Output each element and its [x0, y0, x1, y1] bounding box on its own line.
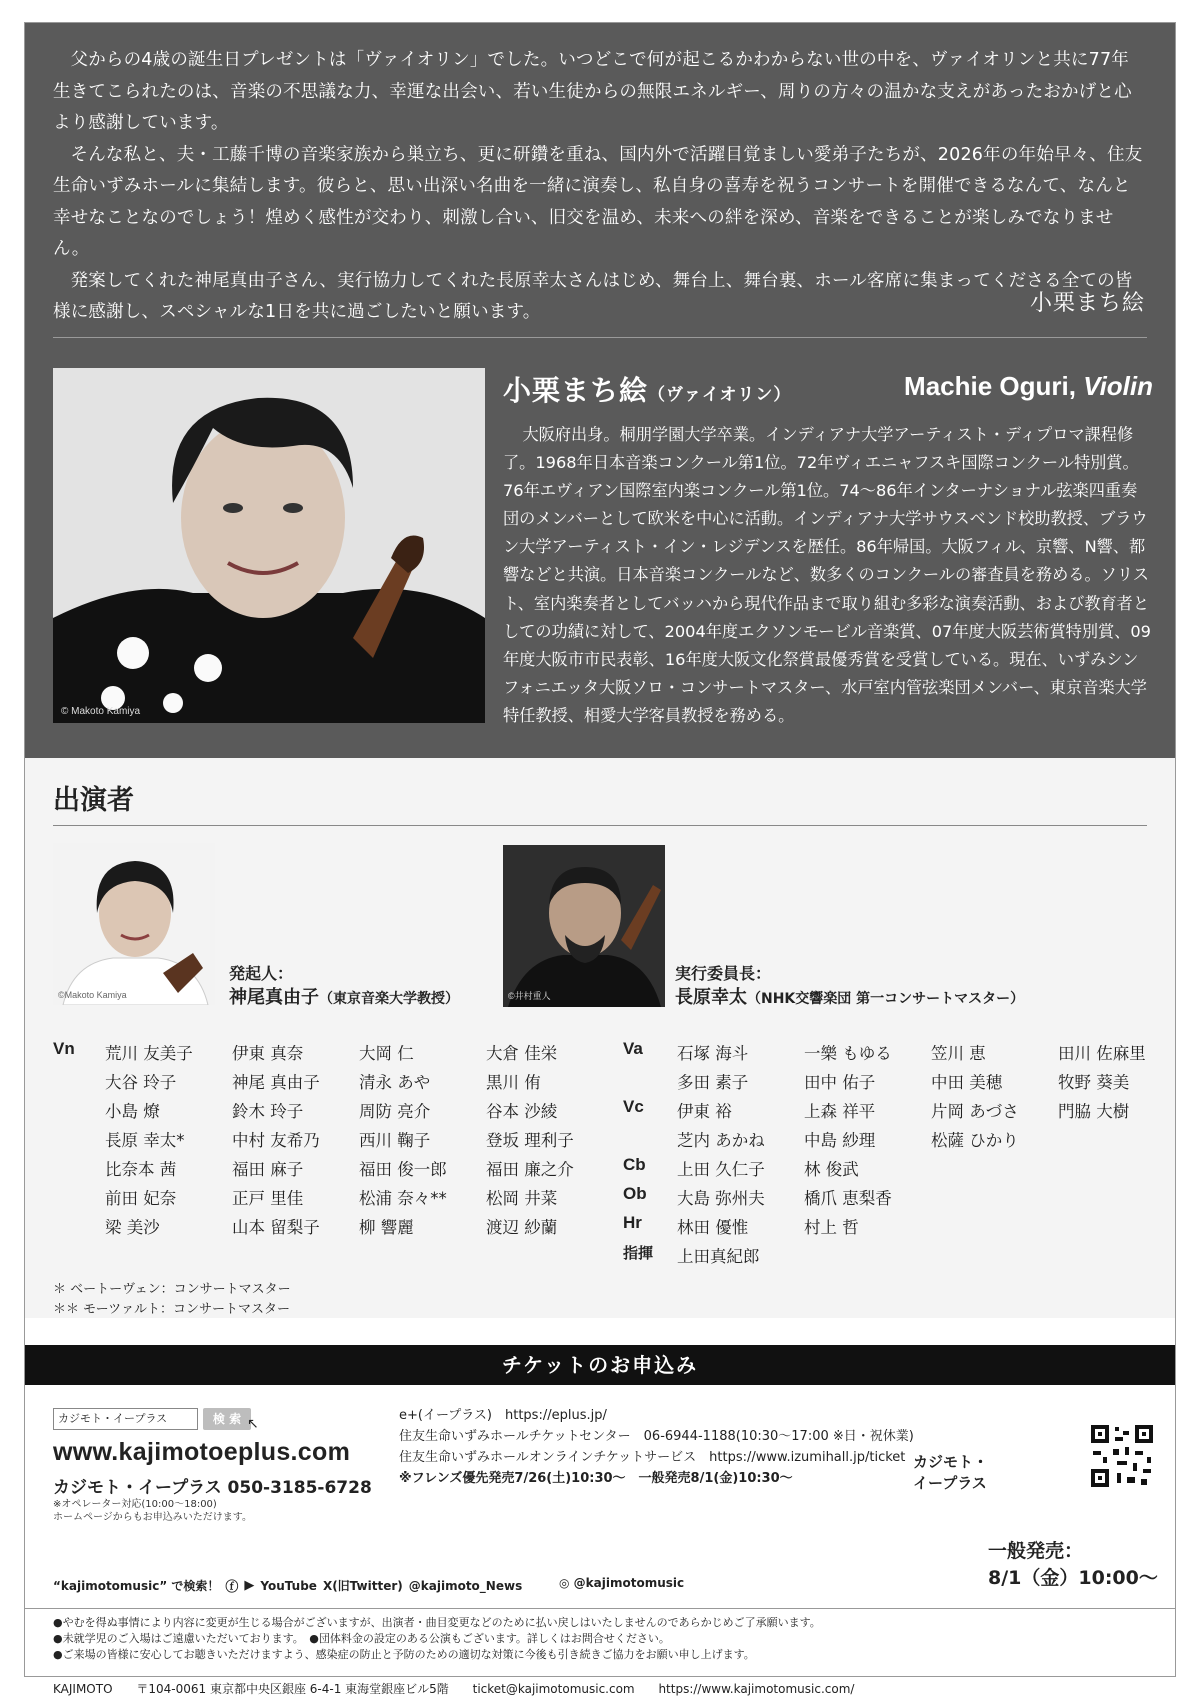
qr-code-icon[interactable] — [1087, 1421, 1157, 1491]
performer-name: 長原 幸太* — [105, 1131, 185, 1150]
cast-background — [25, 758, 1175, 1318]
performer-name: 大谷 玲子 — [105, 1073, 177, 1092]
outlet-eplus: e+(イープラス) https://eplus.jp/ — [399, 1408, 607, 1423]
performer-name: 多田 素子 — [677, 1073, 749, 1092]
initiator-affiliation: （東京音楽大学教授） — [319, 991, 459, 1007]
performer-name: 大岡 仁 — [359, 1044, 414, 1063]
performer-name: 鈴木 玲子 — [232, 1102, 304, 1121]
chair-name: 長原幸太 — [675, 987, 747, 1008]
instrument-label-cb: Cb — [623, 1155, 646, 1174]
photo-credit: ©井村重人 — [508, 991, 551, 1001]
youtube-icon[interactable]: ▶ — [244, 1578, 255, 1593]
caveats — [53, 1615, 821, 1663]
qr-label — [913, 1452, 988, 1494]
caveat-item: ●やむを得ぬ事情により内容に変更が生じる場合がございますが、出演者・曲目変更などのために払い戻しはいたしませんのであらかじめご了承願います。 — [53, 1616, 821, 1629]
performer-name: 笠川 恵 — [931, 1044, 986, 1063]
operator-note — [53, 1498, 252, 1524]
performer-name: 上森 祥平 — [804, 1102, 876, 1121]
performer-name: 荒川 友美子 — [105, 1044, 193, 1063]
performer-name: 神尾 真由子 — [232, 1073, 320, 1092]
performer-name: 黒川 侑 — [486, 1073, 541, 1092]
chair-illustration — [503, 845, 665, 1007]
footnote: ＊ ベートーヴェン：コンサートマスター — [53, 1282, 291, 1297]
performer-name: 中田 美穂 — [931, 1073, 1003, 1092]
instrument-label-hr: Hr — [623, 1213, 642, 1232]
online-note: ホームページからもお申込みいただけます。 — [53, 1512, 252, 1523]
social-lead: “kajimotomusic” で検索！ — [53, 1579, 220, 1593]
portrait-illustration — [53, 368, 485, 723]
performer-name: 伊東 裕 — [677, 1102, 732, 1121]
instrument-label-va: Va — [623, 1039, 643, 1058]
chair-photo — [503, 845, 665, 1007]
footer-company: KAJIMOTO — [53, 1682, 113, 1696]
performer-name: 田中 佑子 — [804, 1073, 876, 1092]
performer-name: 中島 紗理 — [804, 1131, 876, 1150]
performer-name: 松薩 ひかり — [931, 1131, 1019, 1150]
qr-code-graphic — [1087, 1421, 1157, 1491]
footnote: ＊＊ モーツァルト：コンサートマスター — [53, 1302, 290, 1317]
performer-name: 山本 留梨子 — [232, 1218, 320, 1237]
footer-email-link[interactable]: ticket@kajimotomusic.com — [472, 1682, 635, 1696]
youtube-label[interactable]: YouTube — [260, 1578, 317, 1593]
message-paragraph: 発案してくれた神尾真由子さん、実行協力してくれた長原幸太さんはじめ、舞台上、舞台裏、ホール客席に集まってくださる全ての皆様に感謝し、スペシャルな1日を共に過ごしたいと願います。 — [53, 270, 1133, 322]
divider — [25, 1608, 1175, 1609]
instagram-link[interactable] — [559, 1576, 684, 1590]
initiator-photo — [53, 843, 215, 1005]
performer-name: 中村 友希乃 — [232, 1131, 320, 1150]
caveat-item: ●ご来場の皆様に安心してお聴きいただけますよう、感染症の防止と予防のための適切な対策に今後も引き続きご協力をお願い申し上げます。 — [53, 1648, 755, 1661]
performer-name: 柳 響麗 — [359, 1218, 414, 1237]
performer-name: 石塚 海斗 — [677, 1044, 749, 1063]
initiator-illustration — [53, 843, 215, 1005]
performer-name: 村上 哲 — [804, 1218, 859, 1237]
performer-name: 福田 麻子 — [232, 1160, 304, 1179]
performer-name: 松岡 井菜 — [486, 1189, 558, 1208]
performer-name: 大島 弥州夫 — [677, 1189, 765, 1208]
performer-name: 正戸 里佳 — [232, 1189, 304, 1208]
photo-credit: © Makoto Kamiya — [61, 706, 141, 717]
performer-name: 芝内 あかね — [677, 1131, 765, 1150]
presale-info: ※フレンズ優先発売7/26(土)10:30〜 一般発売8/1(金)10:30〜 — [399, 1471, 793, 1486]
message-paragraph: そんな私と、夫・工藤千博の音楽家族から巣立ち、更に研鑽を重ね、国内外で活躍目覚ましい愛弟子たちが、2026年の年始早々、住友生命いずみホールに集結します。彼らと、思い出深い名曲を一緒に演奏し、私自身の喜寿を祝うコンサートを開催できるなんて、なんと幸せなことなのでしょう！煌めく感性が交わり、刺激し合い、旧交を温め、未来への絆を深め、音楽をできることが楽しみでなりません。 — [53, 144, 1143, 259]
chair-credit — [675, 962, 1024, 1011]
performer-name: 西川 鞠子 — [359, 1131, 431, 1150]
release-date: 8/1（金）10:00〜 — [988, 1567, 1158, 1589]
qr-label-line: カジモト・ — [913, 1453, 989, 1471]
performer-name: 梁 美沙 — [105, 1218, 160, 1237]
ticket-section-title: チケットのお申込み — [25, 1345, 1175, 1385]
message-paragraph: 父からの4歳の誕生日プレゼントは「ヴァイオリン」でした。いつどこで何が起こるかわからない世の中を、ヴァイオリンと共に77年生きてこられたのは、音楽の不思議な力、幸運な出会い、若い生徒からの無限エネルギー、周りの方々の温かな支えがあったおかげと心より感謝しています。 — [53, 50, 1132, 133]
caveat-item: ●未就学児のご入場はご遠慮いただいております。 ●団体料金の設定のある公演もございます。詳しくはお問合せください。 — [53, 1632, 670, 1645]
performer-name: 林田 優惟 — [677, 1218, 749, 1237]
performer-name: 谷本 沙綾 — [486, 1102, 558, 1121]
pointer-cursor-icon: ↖ — [247, 1416, 259, 1432]
performer-name: 牧野 葵美 — [1058, 1073, 1130, 1092]
facebook-icon[interactable]: ⓕ — [225, 1580, 239, 1595]
initiator-label: 発起人： — [229, 964, 294, 983]
performer-name: 門脇 大樹 — [1058, 1102, 1130, 1121]
photo-credit: ©Makoto Kamiya — [58, 990, 127, 1000]
cast-title: 出演者 — [53, 785, 134, 816]
performer-name: 福田 廉之介 — [486, 1160, 574, 1179]
instrument-label-vn: Vn — [53, 1039, 75, 1058]
flyer-back — [24, 22, 1176, 1696]
operator-hours: ※オペレーター対応(10:00〜18:00) — [53, 1499, 217, 1510]
general-release — [988, 1538, 1158, 1592]
instrument-label-conductor: 指揮 — [623, 1245, 654, 1262]
soloist-name-ja — [503, 369, 791, 409]
performer-name: 小島 燎 — [105, 1102, 160, 1121]
performer-name: 上田真紀郎 — [677, 1247, 760, 1266]
performer-name: 渡辺 紗蘭 — [486, 1218, 558, 1237]
ticket-phone: カジモト・イープラス 050-3185-6728 — [53, 1478, 372, 1498]
footer-website-link[interactable]: https://www.kajimotomusic.com/ — [658, 1682, 855, 1696]
instagram-handle: @kajimotomusic — [573, 1576, 685, 1590]
release-label: 一般発売： — [988, 1540, 1084, 1562]
performer-name: 伊東 真奈 — [232, 1044, 304, 1063]
social-links — [53, 1576, 522, 1595]
performer-name: 林 俊武 — [804, 1160, 859, 1179]
search-input[interactable]: カジモト・イープラス — [53, 1408, 198, 1430]
initiator-name: 神尾真由子 — [229, 987, 319, 1008]
performer-name: 片岡 あづさ — [931, 1102, 1019, 1121]
name-ja: 小栗まち絵 — [503, 374, 649, 407]
message-signature: 小栗まち絵 — [1029, 291, 1145, 316]
message-text — [53, 45, 1145, 329]
message-panel — [25, 23, 1175, 758]
qr-label-line: イープラス — [913, 1474, 987, 1492]
performer-name: 比奈本 茜 — [105, 1160, 177, 1179]
performer-name: 上田 久仁子 — [677, 1160, 765, 1179]
performer-name: 松浦 奈々** — [359, 1189, 447, 1208]
outlet-hall-online: 住友生命いずみホールオンラインチケットサービス https://www.izumihall.jp/ticket — [399, 1450, 906, 1465]
x-label[interactable]: X(旧Twitter) — [322, 1579, 403, 1593]
role-en: Violin — [1083, 371, 1153, 401]
divider — [53, 825, 1147, 826]
performer-name: 一樂 もゆる — [804, 1044, 892, 1063]
ticket-outlets — [399, 1405, 919, 1489]
footer-address: 〒104-0061 東京都中央区銀座 6-4-1 東海堂銀座ビル5階 — [136, 1682, 449, 1696]
chair-label: 実行委員長： — [675, 964, 772, 983]
soloist-portrait — [53, 368, 485, 723]
performer-name: 清永 あや — [359, 1073, 431, 1092]
soloist-name-en — [904, 371, 1153, 402]
performer-name: 前田 妃奈 — [105, 1189, 177, 1208]
instagram-icon: ◎ — [559, 1576, 570, 1590]
x-handle[interactable]: @kajimoto_News — [408, 1578, 523, 1593]
footer — [53, 1680, 874, 1697]
performer-name: 橋爪 恵梨香 — [804, 1189, 892, 1208]
instrument-label-vc: Vc — [623, 1097, 644, 1116]
performer-name: 福田 俊一郎 — [359, 1160, 447, 1179]
name-en: Machie Oguri, — [904, 371, 1076, 401]
soloist-heading — [503, 369, 1153, 409]
performer-name: 大倉 佳栄 — [486, 1044, 558, 1063]
performer-name: 登坂 理利子 — [486, 1131, 574, 1150]
ticket-website-link[interactable]: www.kajimotoeplus.com — [53, 1438, 351, 1466]
instrument-label-ob: Ob — [623, 1184, 647, 1203]
outlet-hall-center: 住友生命いずみホールチケットセンター 06-6944-1188(10:30〜17:00 ※日・祝休業) — [399, 1429, 914, 1444]
initiator-credit — [229, 962, 459, 1011]
soloist-bio: 大阪府出身。桐朋学園大学卒業。インディアナ大学アーティスト・ディプロマ課程修了。1968年日本音楽コンクール第1位。72年ヴィエニャフスキ国際コンクール特別賞。76年エヴィアン国際室内楽コンクール第1位。74〜86年インターナショナル弦楽四重奏団のメンバーとして欧米を中心に活動。インディアナ大学サウスベンド校助教授、ブラウン大学アーティスト・イン・レジデンスを歴任。86年帰国。大阪フィル、京響、N響、都響などと共演。日本音楽コンクールなど、数多くのコンクールの審査員を務める。ソリスト、室内楽奏者としてバッハから現代作品まで取り組む多彩な演奏活動、および教育者としての功績に対して、2004年度エクソンモービル音楽賞、07年度大阪芸術賞特別賞、09年度大阪市市民表彰、16年度大阪文化祭賞最優秀賞を受賞している。現在、いずみシンフォニエッタ大阪ソロ・コンサートマスター、水戸室内管弦楽団メンバー、東京音楽大学特任教授、相愛大学客員教授を務める。 — [503, 425, 1151, 725]
performer-name: 周防 亮介 — [359, 1102, 431, 1121]
performer-name: 田川 佐麻里 — [1058, 1044, 1146, 1063]
role-ja: （ヴァイオリン） — [648, 385, 792, 405]
search-button[interactable]: 検 索 — [203, 1408, 251, 1430]
divider — [53, 337, 1147, 338]
chair-affiliation: （NHK交響楽団 第一コンサートマスター） — [747, 991, 1025, 1007]
